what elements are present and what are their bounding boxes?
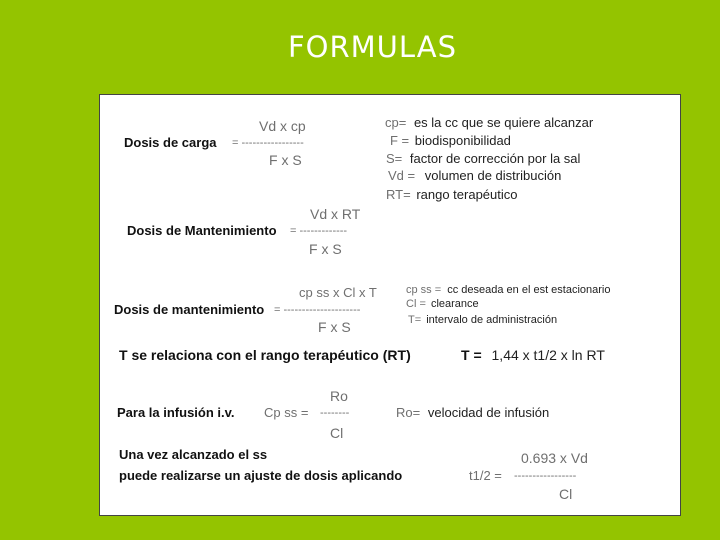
loading-dose-fraction-bar: = ----------------- (232, 137, 304, 149)
def-s-text: factor de corrección por la sal (409, 151, 581, 166)
adjustment-denominator: Cl (559, 486, 573, 502)
adjustment-numerator: 0.693 x Vd (521, 450, 588, 466)
def-cpss-symbol: cp ss = (406, 284, 442, 296)
def-cpss (406, 285, 611, 296)
maintenance-1-numerator: Vd x RT (310, 206, 361, 222)
def-cp-symbol: cp= (385, 115, 407, 130)
loading-dose-denominator: F x S (269, 152, 302, 168)
adjustment-lhs: t1/2 = (469, 468, 502, 483)
infusion-denominator: Cl (330, 425, 344, 441)
infusion-lhs: Cp ss = (264, 405, 309, 420)
def-ro-text: velocidad de infusión (427, 405, 550, 420)
loading-dose-label: Dosis de carga (124, 135, 217, 150)
def-rt (386, 188, 518, 201)
t-relation-symbol: T = (461, 347, 482, 363)
def-ro-symbol: Ro= (396, 405, 421, 420)
def-cl-symbol: Cl = (406, 298, 426, 310)
def-s-symbol: S= (386, 151, 403, 166)
maintenance-1-label: Dosis de Mantenimiento (127, 223, 277, 238)
maintenance-2-denominator: F x S (318, 319, 351, 335)
def-t-text: intervalo de administración (426, 314, 558, 326)
def-vd-symbol: Vd = (388, 168, 416, 183)
def-ro (396, 406, 549, 419)
adjustment-line-2: puede realizarse un ajuste de dosis aplicando (119, 468, 403, 483)
adjustment-fraction-bar: ----------------- (514, 470, 577, 482)
def-s (386, 152, 580, 165)
loading-dose-numerator: Vd x cp (259, 118, 306, 134)
maintenance-2-numerator: cp ss x Cl x T (299, 285, 377, 300)
def-f-text: biodisponibilidad (414, 133, 511, 148)
def-cl-text: clearance (430, 298, 479, 310)
adjustment-line-1: Una vez alcanzado el ss (119, 447, 268, 462)
def-cl (406, 299, 479, 310)
def-t (408, 315, 557, 326)
t-relation-text: T se relaciona con el rango terapéutico (RT) (119, 347, 411, 363)
def-vd-text: volumen de distribución (424, 168, 562, 183)
t-relation-formula (461, 348, 605, 362)
infusion-fraction-bar: -------- (320, 407, 350, 419)
def-rt-symbol: RT= (386, 187, 411, 202)
t-relation-expression: 1,44 x t1/2 x ln RT (491, 347, 605, 363)
def-t-symbol: T= (408, 314, 422, 326)
def-vd (388, 169, 561, 182)
def-cp-text: es la cc que se quiere alcanzar (413, 115, 594, 130)
def-cpss-text: cc deseada en el est estacionario (447, 284, 611, 296)
maintenance-1-fraction-bar: = ------------- (290, 225, 348, 237)
def-cp (385, 116, 593, 129)
def-f (390, 134, 511, 147)
infusion-label: Para la infusión i.v. (117, 405, 235, 420)
maintenance-2-fraction-bar: = --------------------- (274, 304, 361, 316)
def-f-symbol: F = (390, 133, 410, 148)
slide-title: FORMULAS (288, 30, 457, 64)
formula-panel (99, 94, 681, 516)
infusion-numerator: Ro (330, 388, 348, 404)
maintenance-1-denominator: F x S (309, 241, 342, 257)
def-rt-text: rango terapéutico (416, 187, 518, 202)
maintenance-2-label: Dosis de mantenimiento (114, 302, 265, 317)
